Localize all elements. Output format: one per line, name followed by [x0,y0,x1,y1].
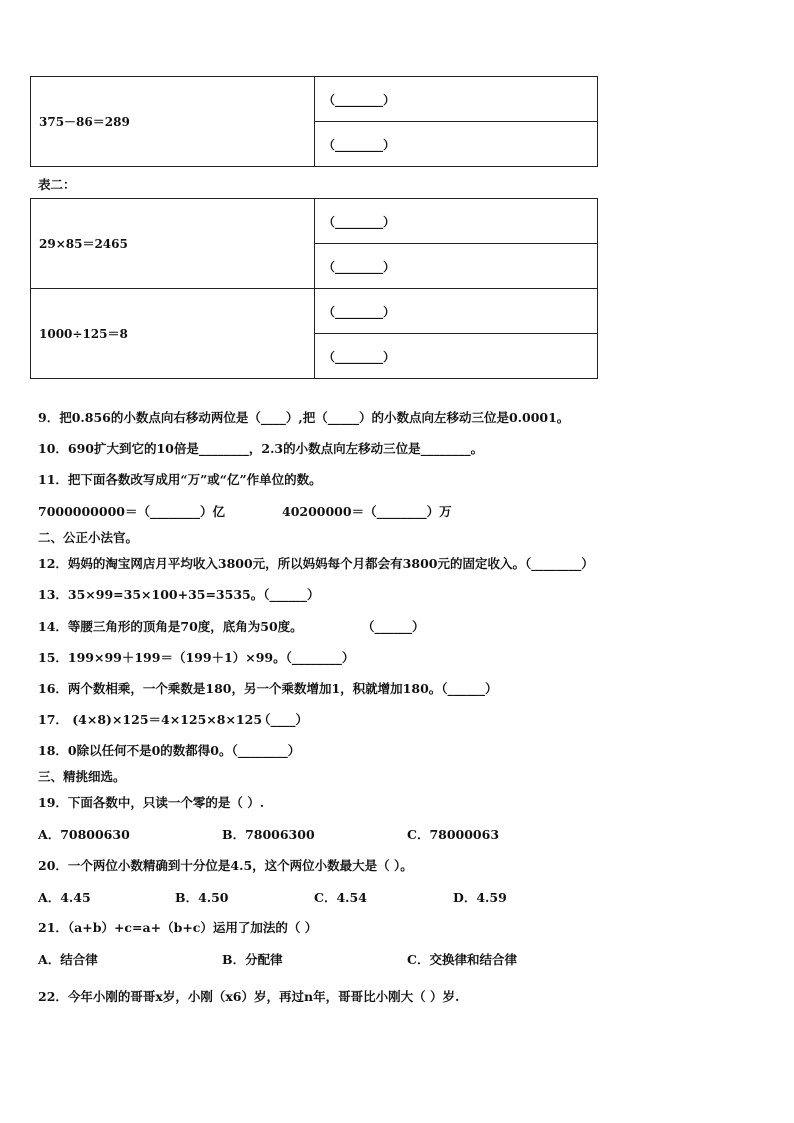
table-2-equation-2: 1000÷125＝8 [31,289,315,379]
answer-blank[interactable]: （________） [315,334,598,379]
question-19-option-c[interactable]: C．78000063 [407,827,500,842]
answer-blank[interactable]: （________） [315,244,598,289]
question-22: 22．今年小刚的哥哥x岁，小刚（x6）岁，再过n年，哥哥比小刚大（ ）岁. [38,989,460,1004]
question-12: 12．妈妈的淘宝网店月平均收入3800元，所以妈妈每个月都会有3800元的固定收入。（________） [38,556,594,571]
question-21: 21．（a+b）+c=a+（b+c）运用了加法的（ ） [38,920,318,935]
question-14: 14．等腰三角形的顶角是70度，底角为50度。 [38,619,303,634]
question-20-option-d[interactable]: D．4.59 [453,890,507,905]
question-17-blank[interactable]: （____） [258,712,309,727]
answer-blank[interactable]: （________） [315,77,598,122]
question-10: 10．690扩大到它的10倍是________，2.3的小数点向左移动三位是________。 [38,441,484,456]
table-2-label: 表二： [38,177,76,192]
question-19-option-b[interactable]: B．78006300 [222,827,315,842]
answer-blank[interactable]: （________） [315,289,598,334]
question-20-option-b[interactable]: B．4.50 [175,890,229,905]
question-11-part-a: 7000000000＝（________）亿 [38,504,225,519]
question-21-option-b[interactable]: B．分配律 [222,952,283,967]
table-2-equation-1: 29×85＝2465 [31,199,315,289]
question-9: 9．把0.856的小数点向右移动两位是（____）,把（_____）的小数点向左移动三位是0.0001。 [38,410,570,425]
question-21-option-c[interactable]: C．交换律和结合律 [407,952,517,967]
question-19: 19．下面各数中，只读一个零的是（ ）. [38,795,265,810]
question-13: 13．35×99=35×100+35=3535。（______） [38,587,320,602]
table-1-equation: 375－86＝289 [31,77,315,167]
question-19-option-a[interactable]: A．70800630 [38,827,130,842]
answer-blank[interactable]: （________） [315,199,598,244]
question-20-option-c[interactable]: C．4.54 [314,890,367,905]
table-1 [30,76,598,167]
section-3-title: 三、精挑细选。 [38,769,126,784]
question-11-part-b: 40200000＝（________）万 [282,504,452,519]
question-17: 17． (4×8)×125＝4×125×8×125 [38,712,263,727]
table-2 [30,198,598,379]
question-18: 18．0除以任何不是0的数都得0。（________） [38,743,301,758]
question-11: 11．把下面各数改写成用“万”或“亿”作单位的数。 [38,472,322,487]
question-21-option-a[interactable]: A．结合律 [38,952,98,967]
answer-blank[interactable]: （________） [315,122,598,167]
question-15: 15．199×99＋199＝（199＋1）×99。（________） [38,650,355,665]
question-20: 20．一个两位小数精确到十分位是4.5，这个两位小数最大是（ ）。 [38,858,413,873]
question-16: 16．两个数相乘，一个乘数是180，另一个乘数增加1，积就增加180。（______） [38,681,498,696]
question-14-blank[interactable]: （______） [362,619,425,634]
section-2-title: 二、公正小法官。 [38,530,139,545]
question-20-option-a[interactable]: A．4.45 [38,890,91,905]
